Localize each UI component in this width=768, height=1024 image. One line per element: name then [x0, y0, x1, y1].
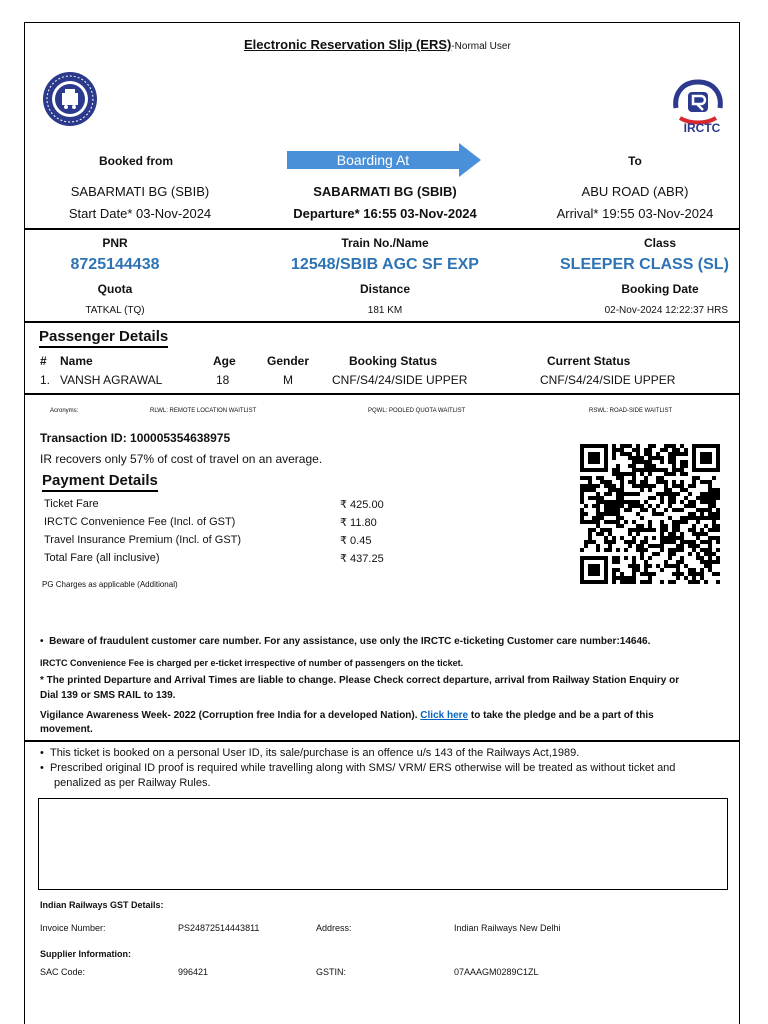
to-station: ABU ROAD (ABR)	[581, 184, 689, 199]
bullet-id-proof-text: Prescribed original ID proof is required while travelling along with SMS/ VRM/ ERS otherwise will be treated as without ticket and	[49, 762, 676, 774]
qr-code-icon	[580, 444, 720, 590]
payment-label: Total Fare (all inclusive)	[44, 552, 160, 564]
divider	[24, 228, 740, 230]
bullet-id-proof-line2: penalized as per Railway Rules.	[54, 777, 211, 789]
address-label: Address:	[316, 923, 352, 933]
class-value: SLEEPER CLASS (SL)	[560, 256, 729, 273]
pnr-number: 8725144438	[70, 256, 160, 273]
supplier-info-label: Supplier Information:	[40, 949, 131, 959]
pg-charges-note: PG Charges as applicable (Additional)	[42, 580, 178, 589]
address-value: Indian Railways New Delhi	[454, 923, 561, 933]
booking-date-label: Booking Date	[621, 282, 699, 296]
quota-value: TATKAL (TQ)	[85, 305, 145, 316]
to-label: To	[628, 154, 642, 168]
gstin-value: 07AAAGM0289C1ZL	[454, 967, 539, 977]
passenger-num: 1.	[40, 373, 51, 387]
train-label: Train No./Name	[341, 236, 429, 250]
times-notice-line1: * The printed Departure and Arrival Times are liable to change. Please Check correct departure, arrival from Railway Station Enquiry or	[40, 675, 680, 686]
irctc-logo-icon	[668, 78, 728, 126]
fraud-notice-text: Beware of fraudulent customer care number. For any assistance, use only the IRCTC e-ticketing Customer care number:14646.	[49, 636, 651, 647]
departure-time: Departure* 16:55 03-Nov-2024	[293, 206, 477, 221]
ers-title-row	[244, 37, 511, 52]
irctc-logo-text: IRCTC	[683, 121, 721, 135]
bullet-personal-id	[40, 747, 579, 759]
user-type: -Normal User	[451, 41, 511, 52]
passenger-name: VANSH AGRAWAL	[60, 373, 163, 387]
distance-value: 181 KM	[367, 305, 403, 316]
pledge-link[interactable]: Click here	[420, 710, 469, 721]
payment-label: IRCTC Convenience Fee (Incl. of GST)	[44, 516, 236, 528]
quota-label: Quota	[97, 282, 133, 296]
convenience-fee-notice: IRCTC Convenience Fee is charged per e-ticket irrespective of number of passengers on the ticket.	[40, 658, 464, 668]
payment-details-title: Payment Details	[42, 472, 158, 490]
times-notice-line2: Dial 139 or SMS RAIL to 139.	[40, 690, 176, 701]
passenger-current-status: CNF/S4/24/SIDE UPPER	[540, 373, 676, 387]
passenger-booking-status: CNF/S4/24/SIDE UPPER	[332, 373, 468, 387]
start-date: Start Date* 03-Nov-2024	[68, 206, 212, 221]
col-header-age: Age	[213, 354, 236, 368]
divider	[24, 393, 740, 395]
divider	[24, 321, 740, 323]
payment-label: Travel Insurance Premium (Incl. of GST)	[44, 534, 242, 546]
pnr-label: PNR	[102, 236, 128, 250]
irctc-logo	[668, 78, 728, 138]
bullet-dot: •	[40, 762, 50, 774]
ers-title: Electronic Reservation Slip (ERS)	[244, 37, 452, 52]
invoice-label: Invoice Number:	[40, 923, 106, 933]
acronym-pqwl: PQWL: POOLED QUOTA WAITLIST	[368, 408, 466, 414]
bullet-dot: •	[40, 636, 50, 647]
col-header-gender: Gender	[267, 354, 310, 368]
sac-code: 996421	[178, 967, 209, 977]
distance-label: Distance	[359, 282, 411, 296]
boarding-at-label: Boarding At	[336, 152, 410, 168]
booking-date-value: 02-Nov-2024 12:22:37 HRS	[604, 305, 728, 316]
col-header-name: Name	[60, 354, 93, 368]
acronym-rlwl: RLWL: REMOTE LOCATION WAITLIST	[150, 408, 257, 414]
payment-amount: ₹ 11.80	[340, 517, 377, 529]
col-header-num: #	[40, 354, 47, 368]
vigilance-text-post: to take the pledge and be a part of this	[470, 710, 654, 721]
payment-amount: ₹ 425.00	[340, 499, 384, 511]
booked-from-label: Booked from	[98, 154, 173, 168]
gst-title: Indian Railways GST Details:	[40, 900, 164, 910]
acronym-rswl: RSWL: ROAD-SIDE WAITLIST	[589, 408, 673, 414]
vigilance-notice	[40, 710, 654, 721]
class-label: Class	[643, 236, 677, 250]
bullet-dot: •	[40, 747, 50, 759]
divider	[24, 740, 740, 742]
from-station: SABARMATI BG (SBIB)	[70, 184, 210, 199]
payment-amount: ₹ 0.45	[340, 535, 372, 547]
col-header-booking-status: Booking Status	[349, 354, 438, 368]
passenger-details-title: Passenger Details	[39, 328, 168, 346]
bullet-personal-id-text: This ticket is booked on a personal User ID, its sale/purchase is an offence u/s 143 of the Railways Act,1989.	[49, 747, 580, 759]
payment-amount: ₹ 437.25	[340, 553, 384, 565]
invoice-number: PS24872514443811	[178, 923, 260, 933]
fraud-notice	[40, 636, 650, 647]
boarding-station: SABARMATI BG (SBIB)	[313, 184, 457, 199]
vigilance-text: Vigilance Awareness Week- 2022 (Corruption free India for a developed Nation).	[40, 710, 418, 721]
arrival-time: Arrival* 19:55 03-Nov-2024	[556, 206, 714, 221]
indian-railways-logo-icon	[42, 71, 98, 127]
passenger-age: 18	[216, 373, 230, 387]
passenger-gender: M	[283, 373, 293, 387]
recovery-note: IR recovers only 57% of cost of travel on an average.	[40, 452, 323, 466]
train-name: 12548/SBIB AGC SF EXP	[291, 256, 479, 273]
col-header-current-status: Current Status	[547, 354, 631, 368]
transaction-id: Transaction ID: 100005354638975	[40, 431, 231, 445]
sac-label: SAC Code:	[40, 967, 86, 977]
acronyms-label: Acronyms:	[50, 408, 79, 414]
advertisement-box	[38, 798, 728, 890]
vigilance-notice-line2: movement.	[40, 724, 93, 735]
bullet-id-proof	[40, 762, 675, 774]
payment-label: Ticket Fare	[44, 498, 99, 510]
gstin-label: GSTIN:	[316, 967, 347, 977]
